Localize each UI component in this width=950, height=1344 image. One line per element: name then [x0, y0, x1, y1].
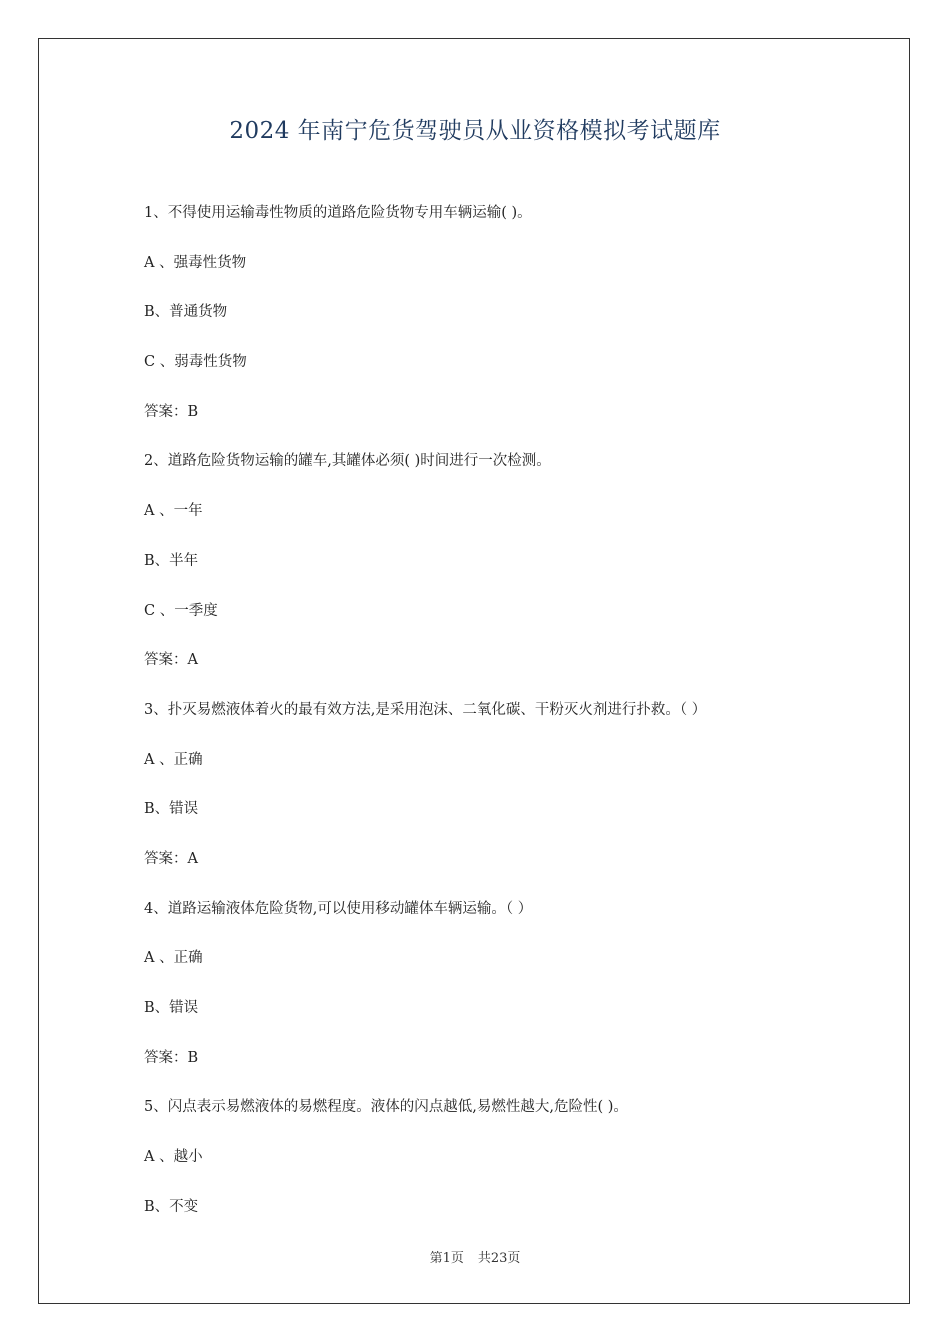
question-list	[144, 198, 864, 1241]
question-2-answer: 答案：A	[144, 652, 198, 669]
page-number: 第1页	[429, 1251, 464, 1266]
question-2-option-c: C 、一季度	[144, 602, 218, 619]
document-title: 2024 年南宁危货驾驶员从业资格模拟考试题库	[229, 118, 721, 144]
question-3-option-a: A 、正确	[144, 751, 203, 768]
question-4-option-b: B、错误	[144, 1000, 199, 1016]
question-5-text: 5、闪点表示易燃液体的易燃程度。液体的闪点越低,易燃性越大,危险性( )。	[144, 1099, 628, 1116]
question-3-option-b: B、错误	[144, 801, 199, 818]
question-3-answer: 答案：A	[144, 850, 198, 867]
question-4-text: 4、道路运输液体危险货物,可以使用移动罐体车辆运输。（ ）	[144, 900, 533, 917]
question-1-option-b: B、普通货物	[144, 304, 228, 321]
question-4-answer: 答案：B	[144, 1049, 199, 1066]
question-1-option-a: A 、强毒性货物	[144, 254, 247, 271]
question-2-text: 2、道路危险货物运输的罐车,其罐体必须( )时间进行一次检测。	[144, 453, 551, 470]
page-footer	[0, 1247, 950, 1266]
question-2-option-a: A 、一年	[144, 503, 203, 520]
question-1-answer: 答案：B	[144, 403, 199, 420]
question-4-option-a: A 、正确	[144, 950, 203, 967]
question-5-option-b: B、不变	[144, 1198, 199, 1215]
question-5-option-a: A 、越小	[144, 1149, 203, 1166]
question-1-text: 1、不得使用运输毒性物质的道路危险货物专用车辆运输( )。	[144, 205, 532, 221]
page-total: 共23页	[477, 1251, 521, 1266]
question-3-text: 3、扑灭易燃液体着火的最有效方法,是采用泡沫、二氧化碳、干粉灭火剂进行扑救。（ ）	[144, 701, 707, 718]
question-1-option-c: C 、弱毒性货物	[144, 354, 247, 371]
question-2-option-b: B、半年	[144, 552, 199, 569]
